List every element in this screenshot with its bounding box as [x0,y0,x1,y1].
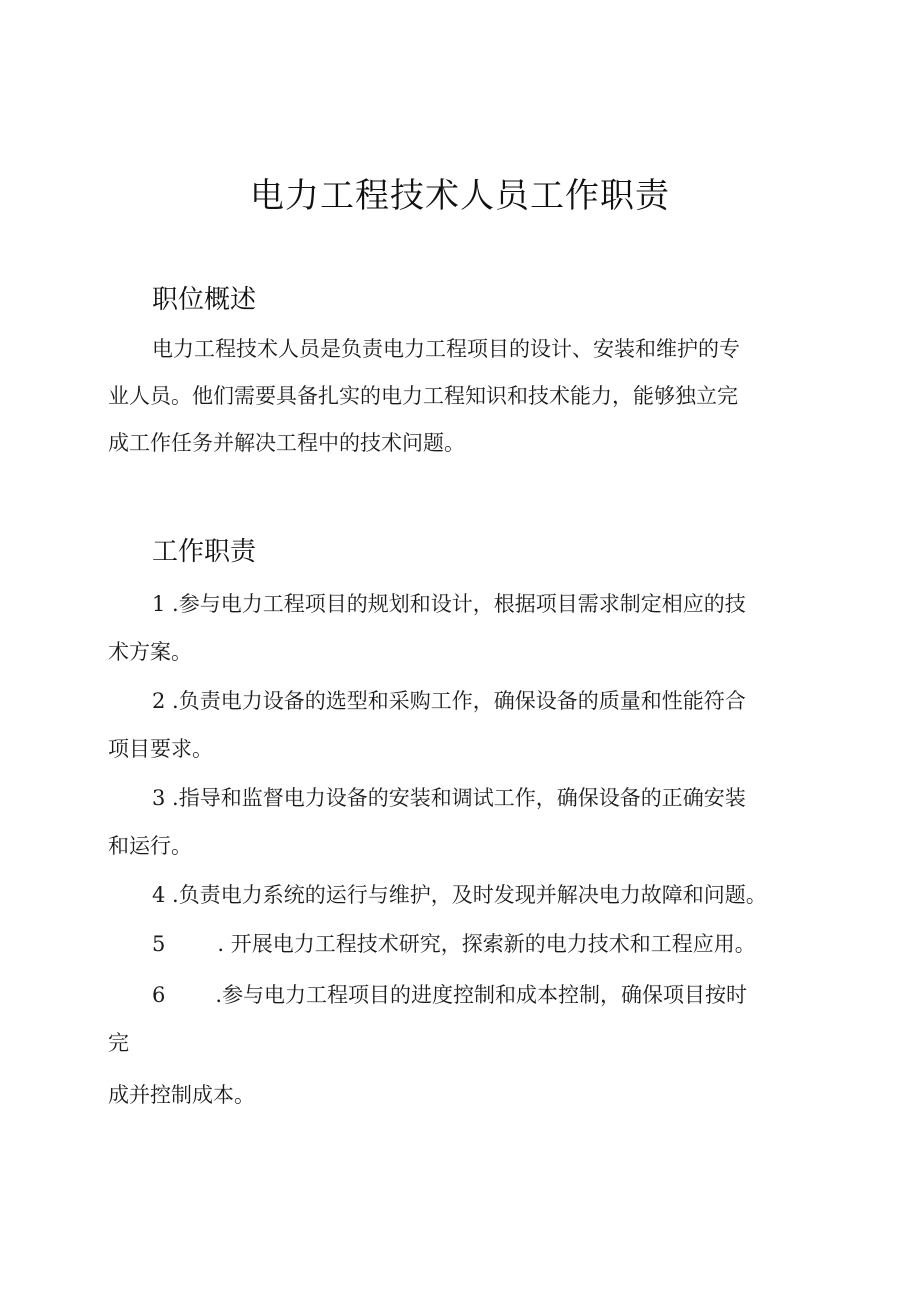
item-text: 负责电力设备的选型和采购工作，确保设备的质量和性能符合 [178,689,746,713]
list-item: 4 .负责电力系统的运行与维护，及时发现并解决电力故障和问题。 [152,880,767,910]
list-item: 2 .负责电力设备的选型和采购工作，确保设备的质量和性能符合 [152,686,746,716]
section-heading-overview: 职位概述 [152,285,257,315]
item-number: 4 [152,883,166,907]
item-text: 指导和监督电力设备的安装和调试工作，确保设备的正确安装 [178,786,746,810]
item-text: 参与电力工程项目的规划和设计，根据项目需求制定相应的技 [178,592,746,616]
item-number: 1 [152,592,166,616]
item-text-continued: 和运行。 [108,834,192,858]
overview-line-2: 业人员。他们需要具备扎实的电力工程知识和技术能力，能够独立完 [108,384,738,408]
item-text-continued: 项目要求。 [108,737,213,761]
list-item: 1 .参与电力工程项目的规划和设计，根据项目需求制定相应的技 [152,589,746,619]
item-text-continued: 术方案。 [108,640,192,664]
item-text-continued: 成并控制成本。 [108,1083,255,1107]
overview-line-3: 成工作任务并解决工程中的技术问题。 [108,431,465,455]
item-number: 3 [152,786,166,810]
list-item: 6 .参与电力工程项目的进度控制和成本控制，确保项目按时 [152,980,747,1010]
item-number: 2 [152,689,166,713]
item-number: 6 [152,983,166,1007]
list-item: 5 . 开展电力工程技术研究，探索新的电力技术和工程应用。 [152,929,756,959]
overview-line-1: 电力工程技术人员是负责电力工程项目的设计、安装和维护的专 [152,337,740,361]
item-text: 参与电力工程项目的进度控制和成本控制，确保项目按时 [222,983,748,1007]
list-item: 3 .指导和监督电力设备的安装和调试工作，确保设备的正确安装 [152,783,746,813]
item-text: 负责电力系统的运行与维护，及时发现并解决电力故障和问题。 [178,883,767,907]
document-title: 电力工程技术人员工作职责 [250,176,670,216]
item-number: 5 [152,932,166,956]
item-text-continued: 完 [108,1031,129,1055]
section-heading-duties: 工作职责 [152,537,257,567]
item-text: 开展电力工程技术研究，探索新的电力技术和工程应用。 [230,932,756,956]
